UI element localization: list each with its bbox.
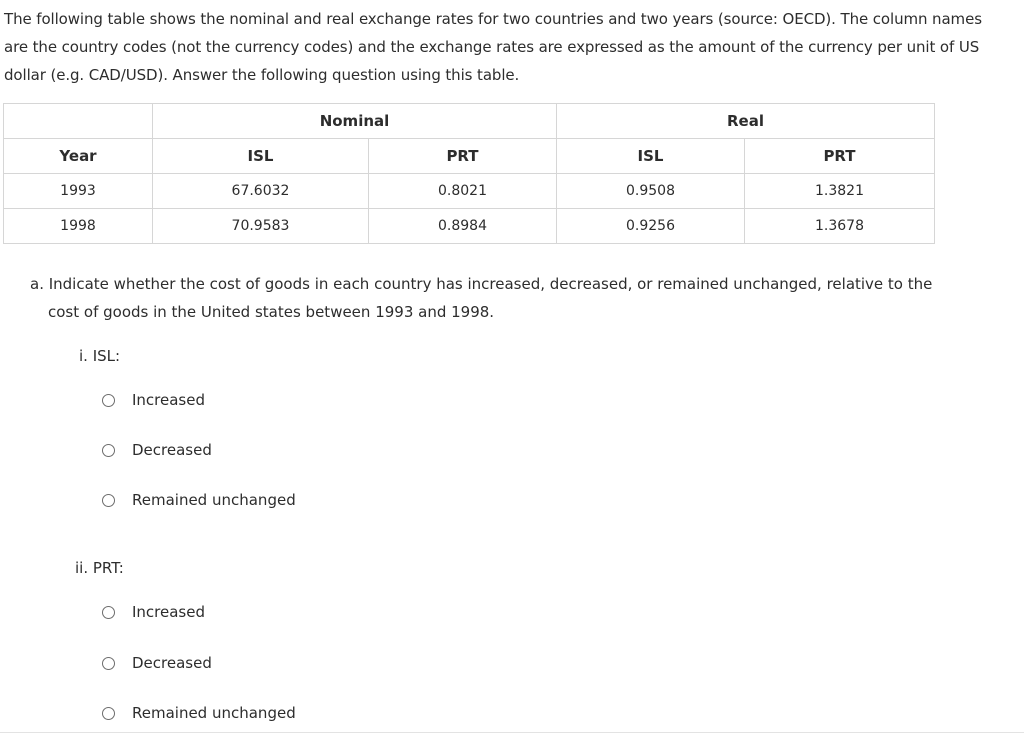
- table-row: [4, 174, 935, 209]
- table-cell-year: 1998: [4, 209, 153, 244]
- option-label: Remained unchanged: [132, 704, 296, 722]
- real-group-header: Real: [557, 104, 935, 139]
- prt-option-unchanged[interactable]: [102, 704, 296, 722]
- radio-button-icon[interactable]: [102, 494, 115, 507]
- table-cell-nominal-prt: 0.8021: [369, 174, 557, 209]
- radio-button-icon[interactable]: [102, 444, 115, 457]
- exchange-rate-table: [3, 103, 935, 244]
- part-label-isl: i. ISL:: [79, 347, 121, 365]
- table-cell-real-prt: 1.3678: [745, 209, 935, 244]
- table-cell-real-isl: 0.9256: [557, 209, 745, 244]
- prt-option-decreased[interactable]: [102, 654, 212, 672]
- part-label-prt: ii. PRT:: [75, 559, 124, 577]
- radio-button-icon[interactable]: [102, 606, 115, 619]
- isl-option-increased[interactable]: [102, 391, 205, 409]
- table-cell-year: 1993: [4, 174, 153, 209]
- table-cell-real-prt: 1.3821: [745, 174, 935, 209]
- option-label: Remained unchanged: [132, 491, 296, 509]
- question-text: a. Indicate whether the cost of goods in each country has increased, decreased, or remained unchanged, relative to the cost of goods in the United states between 1993 and 1998.: [30, 275, 933, 321]
- table-cell-nominal-isl: 70.9583: [153, 209, 369, 244]
- isl-option-unchanged[interactable]: [102, 491, 296, 509]
- table-column-header-row: [4, 139, 935, 174]
- option-label: Decreased: [132, 654, 212, 672]
- table-corner-cell: [4, 104, 153, 139]
- option-label: Increased: [132, 603, 206, 621]
- prt-option-increased[interactable]: [102, 603, 205, 621]
- column-header-nominal-prt: PRT: [369, 139, 557, 174]
- table-group-header-row: [4, 104, 935, 139]
- table-cell-real-isl: 0.9508: [557, 174, 745, 209]
- option-label: Decreased: [132, 441, 212, 459]
- option-label: Increased: [132, 391, 206, 409]
- bottom-divider: [0, 732, 1024, 733]
- column-header-real-isl: ISL: [557, 139, 745, 174]
- nominal-group-header: Nominal: [153, 104, 557, 139]
- radio-button-icon[interactable]: [102, 394, 115, 407]
- column-header-real-prt: PRT: [745, 139, 935, 174]
- radio-button-icon[interactable]: [102, 707, 115, 720]
- intro-paragraph: The following table shows the nominal and real exchange rates for two countries and two years (source: OECD). The column names are the country codes (not the currency codes) and the exchange rates are expressed as the amount of the currency per unit of US dollar (e.g. CAD/USD). Answer the following question using this table.: [4, 10, 982, 84]
- table-cell-nominal-prt: 0.8984: [369, 209, 557, 244]
- column-header-nominal-isl: ISL: [153, 139, 369, 174]
- question-block: [30, 270, 960, 326]
- column-header-year: Year: [4, 139, 153, 174]
- table-row: [4, 209, 935, 244]
- table-cell-nominal-isl: 67.6032: [153, 174, 369, 209]
- radio-button-icon[interactable]: [102, 657, 115, 670]
- isl-option-decreased[interactable]: [102, 441, 212, 459]
